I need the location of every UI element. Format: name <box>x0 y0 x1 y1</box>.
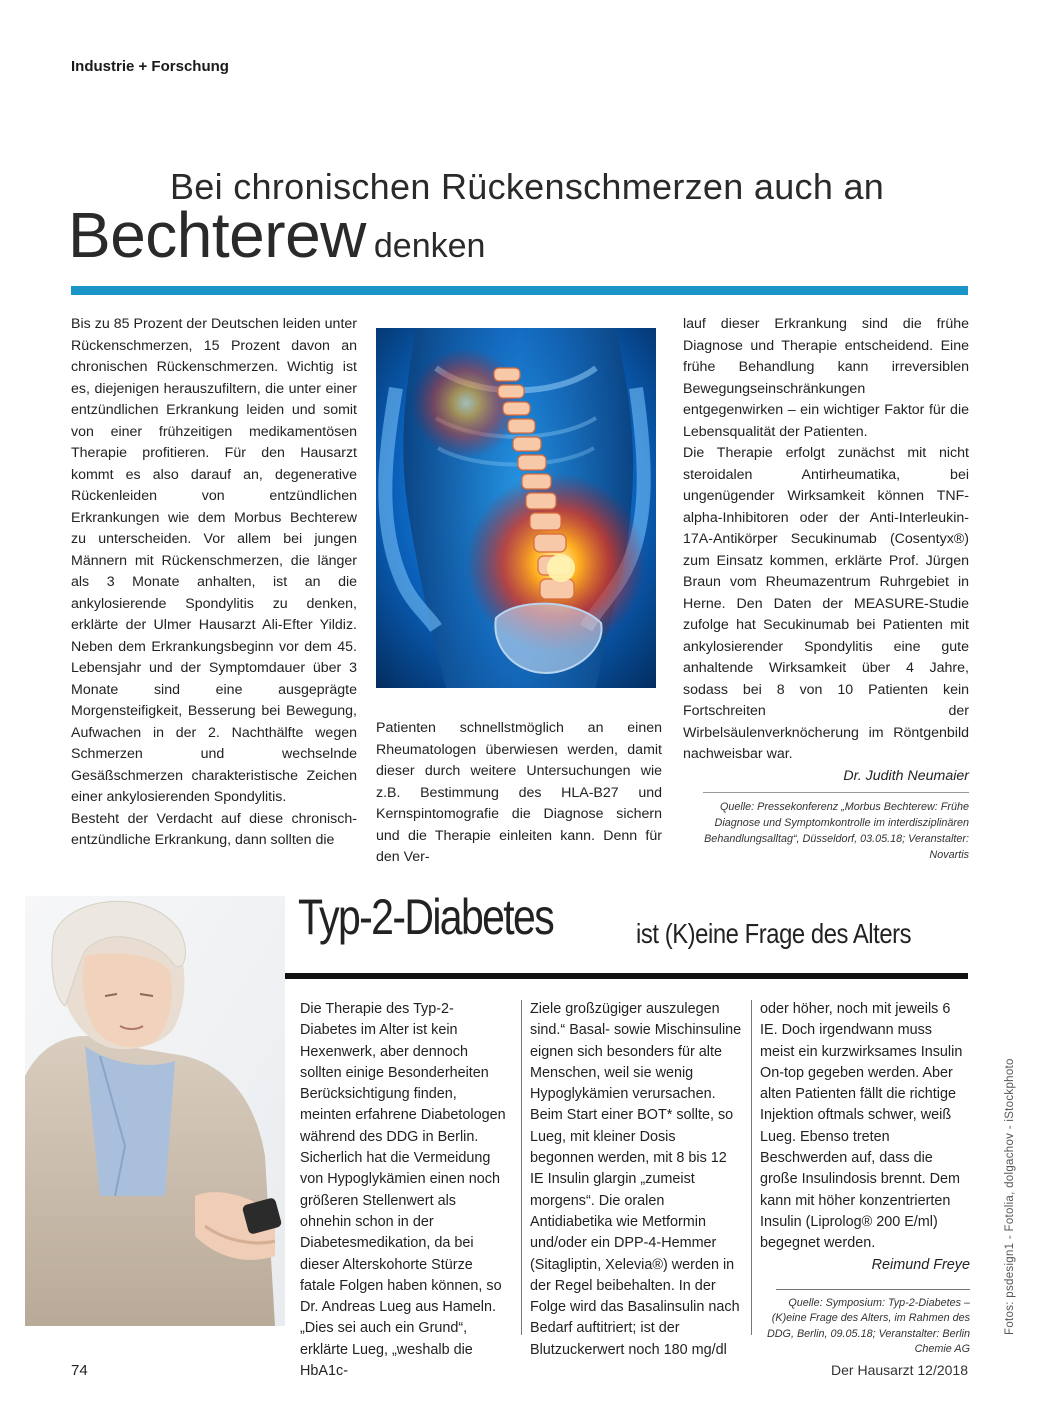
article2-title-big: Typ-2-Diabetes <box>298 889 554 945</box>
article-title-small: denken <box>373 227 486 265</box>
article2-title-rule <box>285 973 968 979</box>
article1-column-3 <box>683 314 969 863</box>
photo-credit: Fotos: psdesign1 - Fotolia, dolgachov - iStockphoto <box>1004 1058 1016 1335</box>
paragraph: oder höher, noch mit jeweils 6 IE. Doch irgendwann muss meist ein kurzwirksames Insulin On-top gegeben werden. Aber alten Patienten fällt die richtige Injektion oftmals schwer, weiß Lueg. Ebenso treten Beschwerden auf, dass die große Insulindosis brennt. Dem kann mit höher konzentrierten Insulin (Liprolog® 200 E/ml) begegnet werden. <box>760 1001 963 1252</box>
article2-title-small: ist (K)eine Frage des Alters <box>636 918 912 949</box>
article1-column-1 <box>71 314 357 852</box>
magazine-issue: Der Hausarzt 12/2018 <box>831 1362 968 1378</box>
article-title-line1: Bei chronischen Rückenschmerzen auch an <box>170 166 885 207</box>
source-rule <box>703 792 969 793</box>
elderly-woman-photo <box>25 896 285 1326</box>
paragraph: Die Therapie erfolgt zunächst mit nicht steroidalen Antirheumatika, bei ungenügender Wirksamkeit können TNF-alpha-Inhibitoren oder der Anti-Interleukin-17A-Antikörper Secukinumab (Cosentyx®) zum Einsatz kommen, erklärte Prof. Jürgen Braun vom Rheumazentrum Ruhrgebiet in Herne. Den Daten der MEASURE-Studie zufolge hat Secukinumab bei Patienten mit ankylosierender Spondylitis eine gute anhaltende Wirksamkeit über 4 Jahre, sodass bei 8 von 10 Patienten kein Fortschreiten der Wirbelsäulenverknöcherung im Röntgenbild nachweisbar war. <box>683 445 969 762</box>
section-label: Industrie + Forschung <box>71 58 229 75</box>
article2-source: Quelle: Symposium: Typ-2-Diabetes – (K)eine Frage des Alters, im Rahmen des DDG, Berlin, 09.05.18; Veranstalter: Berlin Chemie AG <box>766 1296 970 1356</box>
article1-column-2 <box>376 718 662 869</box>
article1-source: Quelle: Pressekonferenz „Morbus Bechterew: Frühe Diagnose und Symptomkontrolle im interdisziplinären Behandlungsalltag“, Düsseldorf, 03.05.18; Veranstalter: Novartis <box>704 801 969 861</box>
page-number: 74 <box>71 1362 88 1379</box>
paragraph: „Dies sei auch ein Grund“, erklärte Lueg, „weshalb die HbA1c- <box>300 1320 473 1380</box>
paragraph: Patienten schnellstmöglich an einen Rheumatologen überwiesen werden, damit dieser durch weitere Untersuchungen wie z.B. Bestimmung des HLA-B27 und Kernspintomografie die Diagnose sichern und die Therapie einleiten kann. Denn für den Ver- <box>376 720 662 865</box>
back-pain-illustration <box>376 328 656 688</box>
paragraph: Die Therapie des Typ-2-Diabetes im Alter ist kein Hexenwerk, aber dennoch sollten einige Besonderheiten Berücksichtigung finden, meinten erfahrene Diabetologen während des DDG in Berlin. Sicherlich hat die Vermeidung von Hypoglykämien einen noch größeren Stellenwert als ohnehin schon in der Diabetesmedikation, da bei dieser Alterskohorte Stürze fatale Folgen haben können, so Dr. Andreas Lueg aus Hameln. <box>300 1001 506 1316</box>
column-divider <box>751 1000 752 1335</box>
article2-column-3 <box>760 999 970 1358</box>
paragraph: Ziele großzügiger auszulegen sind.“ Basal- sowie Mischinsuline eignen sich besonders für alte Menschen, weil sie wenig Hypoglykämien verursachen. Beim Start einer BOT* sollte, so Lueg, mit kleiner Dosis begonnen werden, mit 8 bis 12 IE Insulin glargin „zumeist morgens“. Die oralen Antidiabetika wie Metformin und/oder ein DPP-4-Hemmer (Sitagliptin, Xelevia®) werden in der Regel beibehalten. In der Folge wird das Basalinsulin nach Bedarf auftitriert; ist der Blutzuckerwert noch 180 mg/dl <box>530 1001 742 1358</box>
paragraph: Besteht der Verdacht auf diese chronisch-entzündliche Erkrankung, dann sollten die <box>71 810 357 848</box>
article2-column-2 <box>530 999 742 1361</box>
source-rule <box>776 1289 970 1290</box>
article1-author: Dr. Judith Neumaier <box>843 767 969 784</box>
article2-title <box>298 888 912 949</box>
article-title-big: Bechterew <box>68 199 366 271</box>
title-rule <box>71 286 968 295</box>
article2-column-1 <box>300 999 510 1382</box>
paragraph: Bis zu 85 Prozent der Deutschen leiden unter Rückenschmerzen, 15 Prozent davon an chronischen Rückenschmerzen. Wichtig ist es, diejenigen herauszufiltern, die unter einer entzündlichen Erkrankung leiden und somit von einer frühzeitigen medikamentösen Therapie profitieren. Für den Hausarzt kommt es also darauf an, degenerative Rückenleiden von entzündlichen Erkrankungen wie dem Morbus Bechterew zu unterscheiden. Vor allem bei jungen Männern mit Rückenschmerzen, die länger als 3 Monate anhalten, ist an die ankylosierende Spondylitis zu denken, erklärte der Ulmer Hausarzt Ali-Efter Yildiz. Neben dem Erkrankungsbeginn vor dem 45. Lebensjahr und der Symptomdauer über 3 Monate sind eine ausgeprägte Morgensteifigkeit, Besserung bei Bewegung, Aufwachen in der 2. Nachthälfte wegen Schmerzen und wechselnde Gesäßschmerzen charakteristische Zeichen einer ankylosierenden Spondylitis. <box>71 316 357 805</box>
article2-author: Reimund Freye <box>871 1256 970 1273</box>
article-title-line2 <box>68 198 485 272</box>
column-divider <box>521 1000 522 1335</box>
paragraph: lauf dieser Erkrankung sind die frühe Diagnose und Therapie entscheidend. Eine frühe Behandlung kann irreversiblen Bewegungseinschränkungen entgegenwirken – ein wichtiger Faktor für die Lebensqualität der Patienten. <box>683 316 969 440</box>
